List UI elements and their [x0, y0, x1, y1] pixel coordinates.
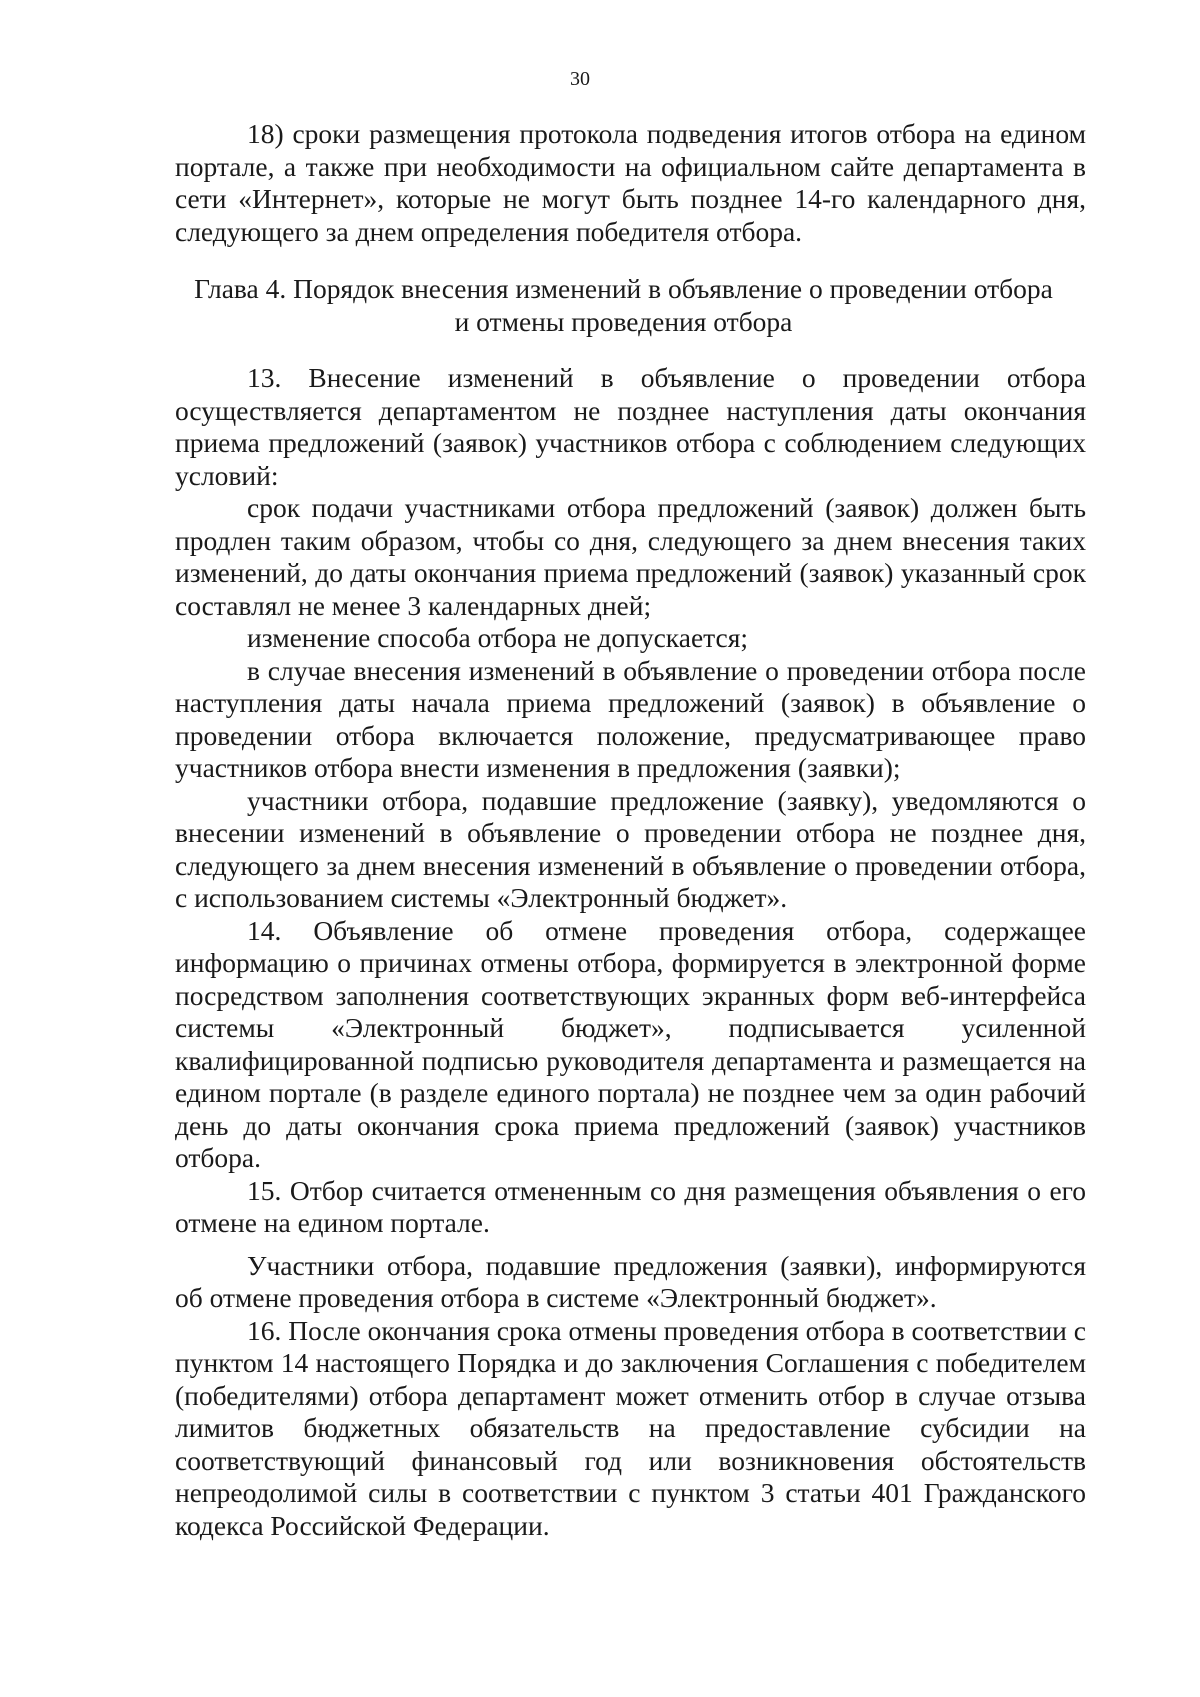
paragraph-condition-method: изменение способа отбора не допускается; — [247, 622, 749, 653]
paragraph-item-18: 18) сроки размещения протокола подведения итогов отбора на едином портале, а также при необходимости на официальном сайте департамента в сети «Интернет», которые не могут быть позднее 14-го календарного дня, следующего за днем определения победителя отбора. — [175, 118, 1086, 247]
paragraph-condition-notification: участники отбора, подавшие предложение (заявку), уведомляются о внесении изменений в объявление о проведении отбора не позднее дня, следующего за днем внесения изменений в объявление о проведении отбора, с использованием системы «Электронный бюджет». — [175, 784, 1086, 913]
paragraph-item-16: 16. После окончания срока отмены проведения отбора в соответствии с пунктом 14 настоящего Порядка и до заключения Соглашения с победителем (победителями) отбора департамент может отменить отбор в случае отзыва лимитов бюджетных обязательств на предоставление субсидии на соответствующий финансовый год или возникновения обстоятельств непреодолимой силы в соответствии с пунктом 3 статьи 401 Гражданского кодекса Российской Федерации. — [175, 1314, 1086, 1541]
paragraph-participants-informed: Участники отбора, подавшие предложения (заявки), информируются об отмене проведения отбора в системе «Электронный бюджет». — [175, 1249, 1086, 1313]
chapter-heading-line-1: Глава 4. Порядок внесения изменений в объявление о проведении отбора — [194, 273, 1053, 304]
document-body — [175, 118, 1086, 1542]
paragraph-item-13: 13. Внесение изменений в объявление о проведении отбора осуществляется департаментом не позднее наступления даты окончания приема предложений (заявок) участников отбора с соблюдением следующих условий: — [175, 362, 1086, 491]
paragraph-condition-deadline: срок подачи участниками отбора предложений (заявок) должен быть продлен таким образом, чтобы со дня, следующего за днем внесения таких изменений, до даты окончания приема предложений (заявок) указанный срок составлял не менее 3 календарных дней; — [175, 492, 1086, 621]
paragraph-item-14: 14. Объявление об отмене проведения отбора, содержащее информацию о причинах отмены отбора, формируется в электронной форме посредством заполнения соответствующих экранных форм веб-интерфейса системы «Электронный бюджет», подписывается усиленной квалифицированной подписью руководителя департамента и размещается на едином портале (в разделе единого портала) не позднее чем за один рабочий день до даты окончания срока приема предложений (заявок) участников отбора. — [175, 914, 1086, 1173]
paragraph-condition-changes: в случае внесения изменений в объявление о проведении отбора после наступления даты начала приема предложений (заявок) в объявление о проведении отбора включается положение, предусматривающее право участников отбора внести изменения в предложения (заявки); — [175, 654, 1086, 783]
paragraph-item-15: 15. Отбор считается отмененным со дня размещения объявления о его отмене на едином портале. — [175, 1174, 1086, 1238]
chapter-heading-line-2: и отмены проведения отбора — [454, 306, 793, 337]
page-number: 30 — [570, 68, 590, 90]
chapter-heading — [161, 272, 1086, 338]
